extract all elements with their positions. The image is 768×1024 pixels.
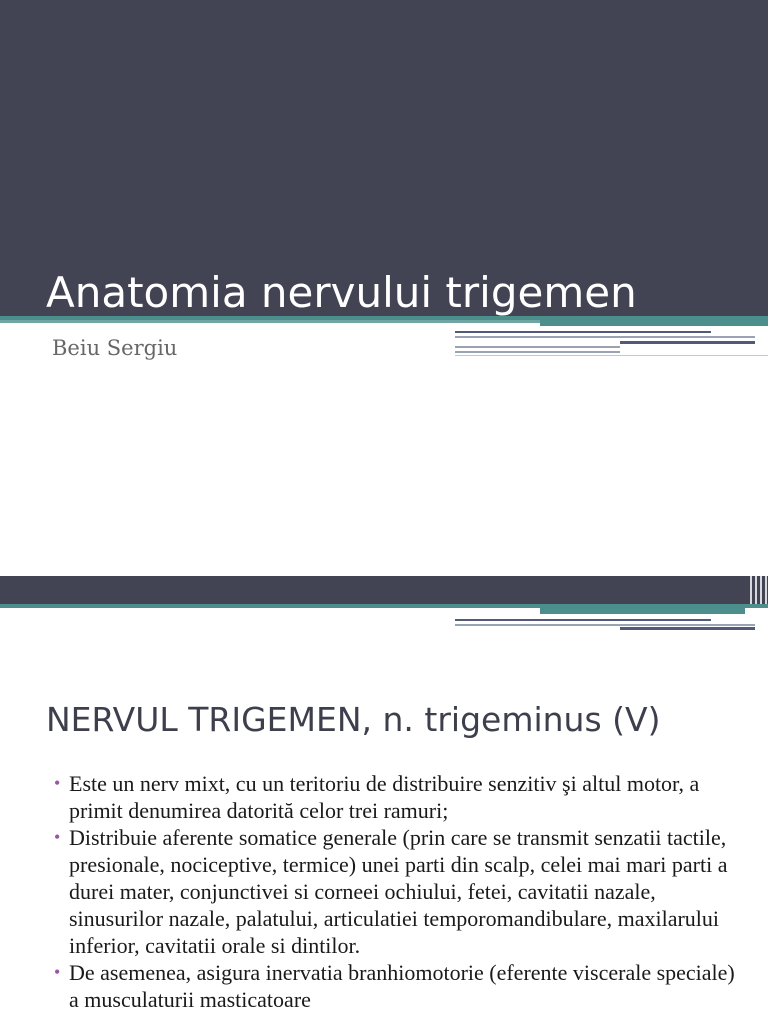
bullet-text: De asemenea, asigura inervatia branhiomotorie (eferente viscerale speciale) a musculaturii masticatoare bbox=[69, 960, 735, 1012]
stripe-decoration bbox=[620, 341, 755, 344]
bullet-icon: • bbox=[54, 773, 61, 793]
stripe-decoration bbox=[455, 624, 755, 626]
stripe-decoration bbox=[455, 351, 620, 353]
stripe-decoration bbox=[620, 627, 755, 630]
bullet-icon: • bbox=[54, 962, 61, 982]
stripe-decoration bbox=[540, 608, 745, 614]
bullet-item bbox=[54, 959, 744, 1013]
stripe-decoration bbox=[0, 320, 540, 323]
slide-title: NERVUL TRIGEMEN, n. trigeminus (V) bbox=[46, 700, 661, 739]
stripe-decoration bbox=[455, 355, 768, 356]
bullet-text: Este un nerv mixt, cu un teritoriu de distribuire senzitiv şi altul motor, a primit denumirea datorită celor trei ramuri; bbox=[69, 771, 700, 823]
bullet-item bbox=[54, 824, 744, 959]
content-slide bbox=[0, 576, 768, 1024]
stripe-decoration bbox=[455, 619, 711, 621]
stripe-decoration bbox=[540, 320, 768, 326]
slide-title: Anatomia nervului trigemen bbox=[46, 268, 637, 317]
vertical-stripe-decoration bbox=[748, 576, 768, 604]
stripe-decoration bbox=[455, 346, 620, 348]
stripe-decoration bbox=[455, 331, 711, 333]
header-band bbox=[0, 576, 768, 604]
stripe-decoration bbox=[455, 336, 755, 338]
bullet-item bbox=[54, 770, 744, 824]
slide-subtitle: Beiu Sergiu bbox=[52, 336, 178, 360]
bullet-text: Distribuie aferente somatice generale (prin care se transmit senzatii tactile, presionale, nociceptive, termice) unei parti din scalp, celei mai mari parti a durei mater, conjunctivei si corneei ochiului, fetei, cavitatii nazale, sinusurilor nazale, palatului, articulatiei temporomandibulare, maxilarului inferior, cavitatii orale si dintilor. bbox=[69, 825, 728, 958]
bullet-icon: • bbox=[54, 827, 61, 847]
bullet-list bbox=[54, 770, 744, 1013]
